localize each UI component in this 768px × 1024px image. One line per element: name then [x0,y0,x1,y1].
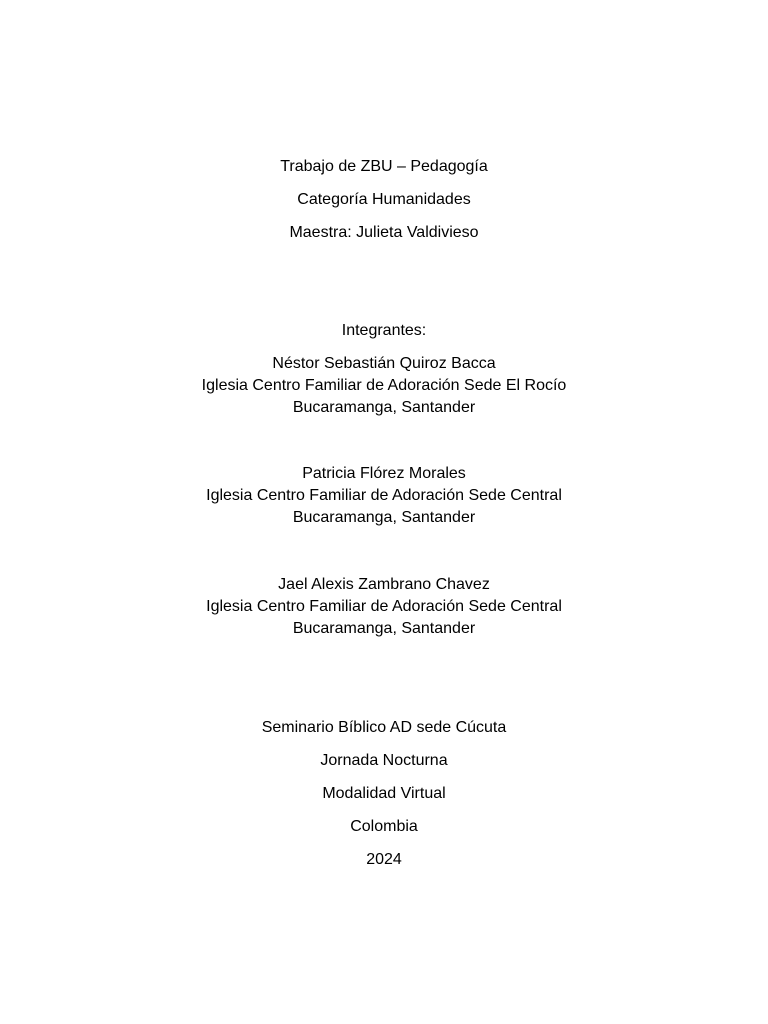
category-line: Categoría Humanidades [297,191,471,208]
members-heading: Integrantes: [341,322,427,339]
member-2-city: Bucaramanga, Santander [292,509,476,526]
member-2-name: Patricia Flórez Morales [302,465,466,482]
work-title: Trabajo de ZBU – Pedagogía [280,158,488,175]
member-3-church: Iglesia Centro Familiar de Adoración Sede Central [206,598,562,615]
teacher-line: Maestra: Julieta Valdivieso [289,224,479,241]
shift-line: Jornada Nocturna [320,752,448,769]
modality-line: Modalidad Virtual [322,785,446,802]
seminary-line: Seminario Bíblico AD sede Cúcuta [261,719,507,736]
member-3-name: Jael Alexis Zambrano Chavez [278,576,490,593]
year-line: 2024 [366,851,402,868]
country-line: Colombia [350,818,418,835]
member-1-church: Iglesia Centro Familiar de Adoración Sede El Rocío [201,377,567,394]
member-1-name: Néstor Sebastián Quiroz Bacca [272,355,496,372]
member-3-city: Bucaramanga, Santander [292,620,476,637]
member-2-church: Iglesia Centro Familiar de Adoración Sede Central [206,487,562,504]
member-1-city: Bucaramanga, Santander [292,399,476,416]
